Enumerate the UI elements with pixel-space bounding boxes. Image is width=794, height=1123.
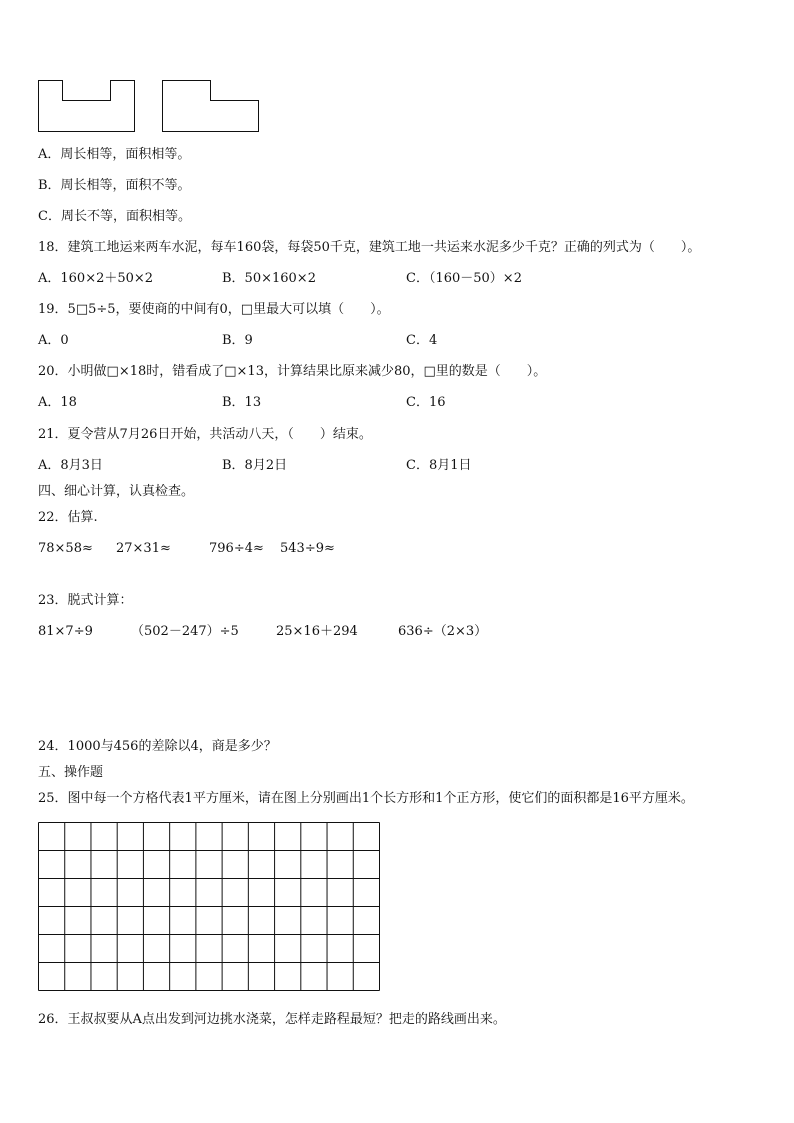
q22-label: 22．估算. xyxy=(38,510,98,525)
q18-option-c[interactable]: C．（160－50）×2 xyxy=(406,271,522,286)
q23-item-3: 25×16＋294 xyxy=(276,624,358,639)
q20-option-c[interactable]: C．16 xyxy=(406,395,446,410)
q18-option-b[interactable]: B．50×160×2 xyxy=(222,271,316,286)
q20-question: 20．小明做□×18时，错看成了□×13，计算结果比原来减少80，□里的数是（ ）。 xyxy=(38,364,547,379)
q21-option-b[interactable]: B．8月2日 xyxy=(222,458,288,473)
q17-option-c[interactable]: C．周长不等，面积相等。 xyxy=(38,209,191,224)
q23-item-2: （502－247）÷5 xyxy=(131,624,239,639)
q25-question: 25．图中每一个方格代表1平方厘米，请在图上分别画出1个长方形和1个正方形，使它们的面积都是16平方厘米。 xyxy=(38,791,694,806)
q17-option-a[interactable]: A．周长相等，面积相等。 xyxy=(38,147,191,162)
section4-title: 四、细心计算，认真检查。 xyxy=(38,484,195,499)
square-grid[interactable] xyxy=(38,822,381,992)
q20-option-b[interactable]: B．13 xyxy=(222,395,262,410)
q21-question: 21．夏令营从7月26日开始，共活动八天，（ ）结束。 xyxy=(38,427,372,442)
q17-option-b[interactable]: B．周长相等，面积不等。 xyxy=(38,178,191,193)
q19-option-c[interactable]: C．4 xyxy=(406,333,438,348)
q19-option-b[interactable]: B．9 xyxy=(222,333,253,348)
q26-question: 26．王叔叔要从A点出发到河边挑水浇菜，怎样走路程最短？把走的路线画出来。 xyxy=(38,1012,506,1027)
q21-option-c[interactable]: C．8月1日 xyxy=(406,458,472,473)
q21-option-a[interactable]: A．8月3日 xyxy=(38,458,103,473)
q23-item-1: 81×7÷9 xyxy=(38,624,93,639)
q20-option-a[interactable]: A．18 xyxy=(38,395,77,410)
section5-title: 五、操作题 xyxy=(38,765,104,780)
q23-label: 23．脱式计算： xyxy=(38,593,133,608)
q22-item-2: 27×31≈ xyxy=(116,541,171,556)
q22-item-4: 543÷9≈ xyxy=(280,541,335,556)
q23-item-4: 636÷（2×3） xyxy=(398,624,488,639)
q19-option-a[interactable]: A．0 xyxy=(38,333,69,348)
q22-item-1: 78×58≈ xyxy=(38,541,93,556)
q22-item-3: 796÷4≈ xyxy=(209,541,264,556)
q24-question: 24．1000与456的差除以4，商是多少？ xyxy=(38,739,277,754)
q18-question: 18．建筑工地运来两车水泥，每车160袋，每袋50千克，建筑工地一共运来水泥多少千克？正确的列式为（ ）。 xyxy=(38,240,701,255)
q18-option-a[interactable]: A．160×2＋50×2 xyxy=(38,271,154,286)
q19-question: 19．5□5÷5，要使商的中间有0，□里最大可以填（ ）。 xyxy=(38,302,390,317)
